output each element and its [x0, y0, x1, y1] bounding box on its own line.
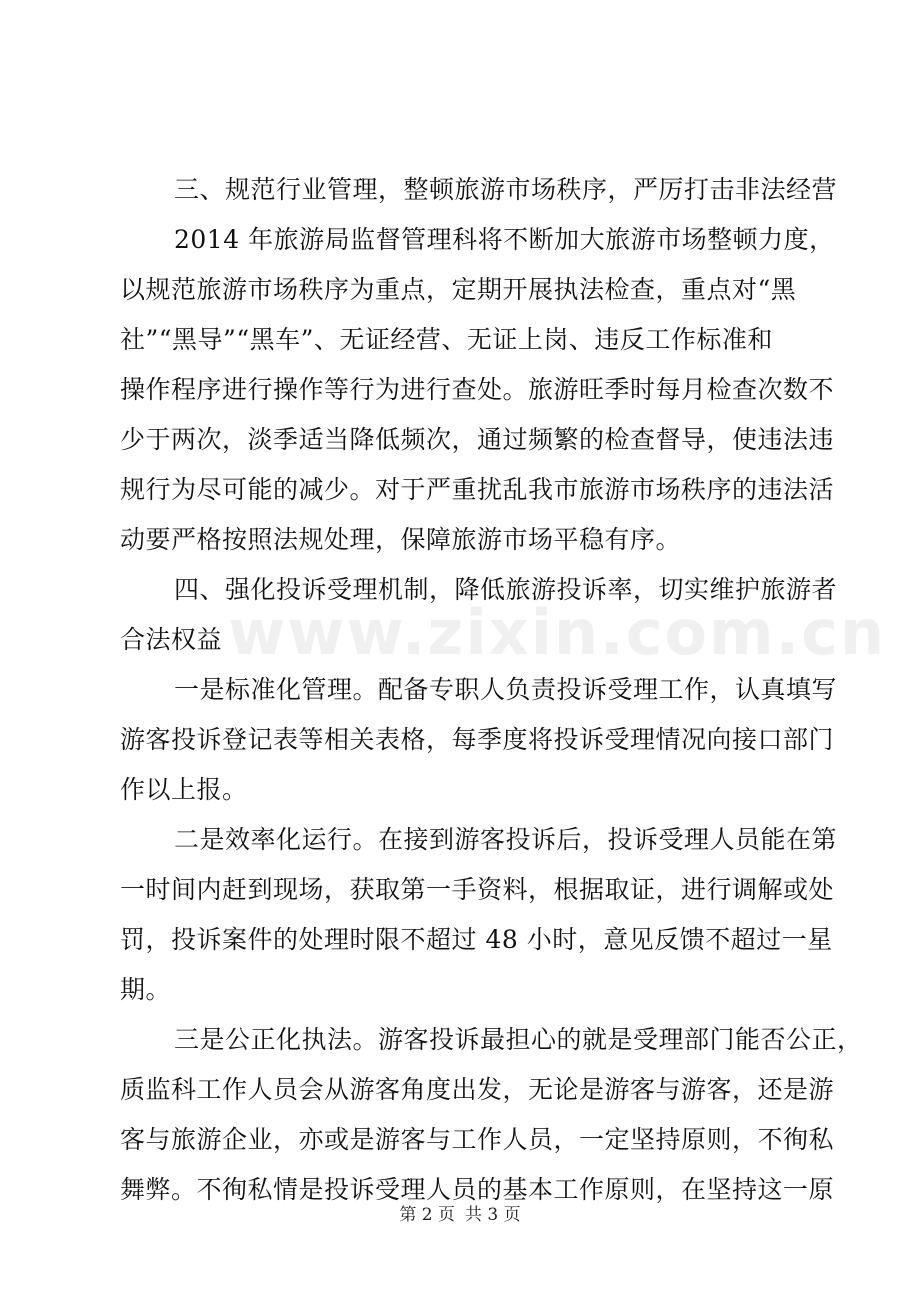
page-total: 共 3 页 [465, 1205, 521, 1225]
text-line-2: 2014 年旅游局监督管理科将不断加大旅游市场整顿力度， [174, 225, 835, 254]
text-line-1: 三、规范行业管理，整顿旅游市场秩序，严厉打击非法经营 [174, 175, 838, 204]
text-line-19: 质监科工作人员会从游客角度出发，无论是游客与游客，还是游 [120, 1075, 835, 1104]
text-line-7: 规行为尽可能的减少。对于严重扰乱我市旅游市场秩序的违法活 [120, 475, 835, 504]
watermark: www.zixin.com.cn [228, 596, 887, 669]
text-line-3: 以规范旅游市场秩序为重点，定期开展执法检查，重点对“黑 [120, 275, 797, 304]
text-line-16: 罚，投诉案件的处理时限不超过 48 小时，意见反馈不超过一星 [120, 925, 833, 954]
text-line-20: 客与旅游企业，亦或是游客与工作人员，一定坚持原则，不徇私 [120, 1125, 835, 1154]
text-line-5: 操作程序进行操作等行为进行查处。旅游旺季时每月检查次数不 [120, 375, 835, 404]
text-line-17: 期。 [120, 975, 172, 1004]
text-line-8: 动要严格按照法规处理，保障旅游市场平稳有序。 [120, 525, 682, 554]
text-line-18: 三是公正化执法。游客投诉最担心的就是受理部门能否公正， [174, 1025, 863, 1054]
text-line-10: 合法权益 [120, 625, 223, 654]
page-number: 第 2 页 [399, 1205, 455, 1225]
text-line-13: 作以上报。 [120, 775, 248, 804]
text-line-12: 游客投诉登记表等相关表格，每季度将投诉受理情况向接口部门 [120, 725, 835, 754]
text-line-9: 四、强化投诉受理机制，降低旅游投诉率，切实维护旅游者 [174, 575, 838, 604]
text-line-6: 少于两次，淡季适当降低频次，通过频繁的检查督导，使违法违 [120, 425, 835, 454]
text-line-15: 一时间内赶到现场，获取第一手资料，根据取证，进行调解或处 [120, 875, 835, 904]
text-line-14: 二是效率化运行。在接到游客投诉后，投诉受理人员能在第 [174, 825, 838, 854]
page-footer [0, 1203, 920, 1227]
text-line-4: 社”“黑导”“黑车”、无证经营、无证上岗、违反工作标准和 [120, 325, 773, 354]
text-line-21: 舞弊。不徇私情是投诉受理人员的基本工作原则，在坚持这一原 [120, 1175, 835, 1204]
text-line-11: 一是标准化管理。配备专职人负责投诉受理工作，认真填写 [174, 675, 838, 704]
